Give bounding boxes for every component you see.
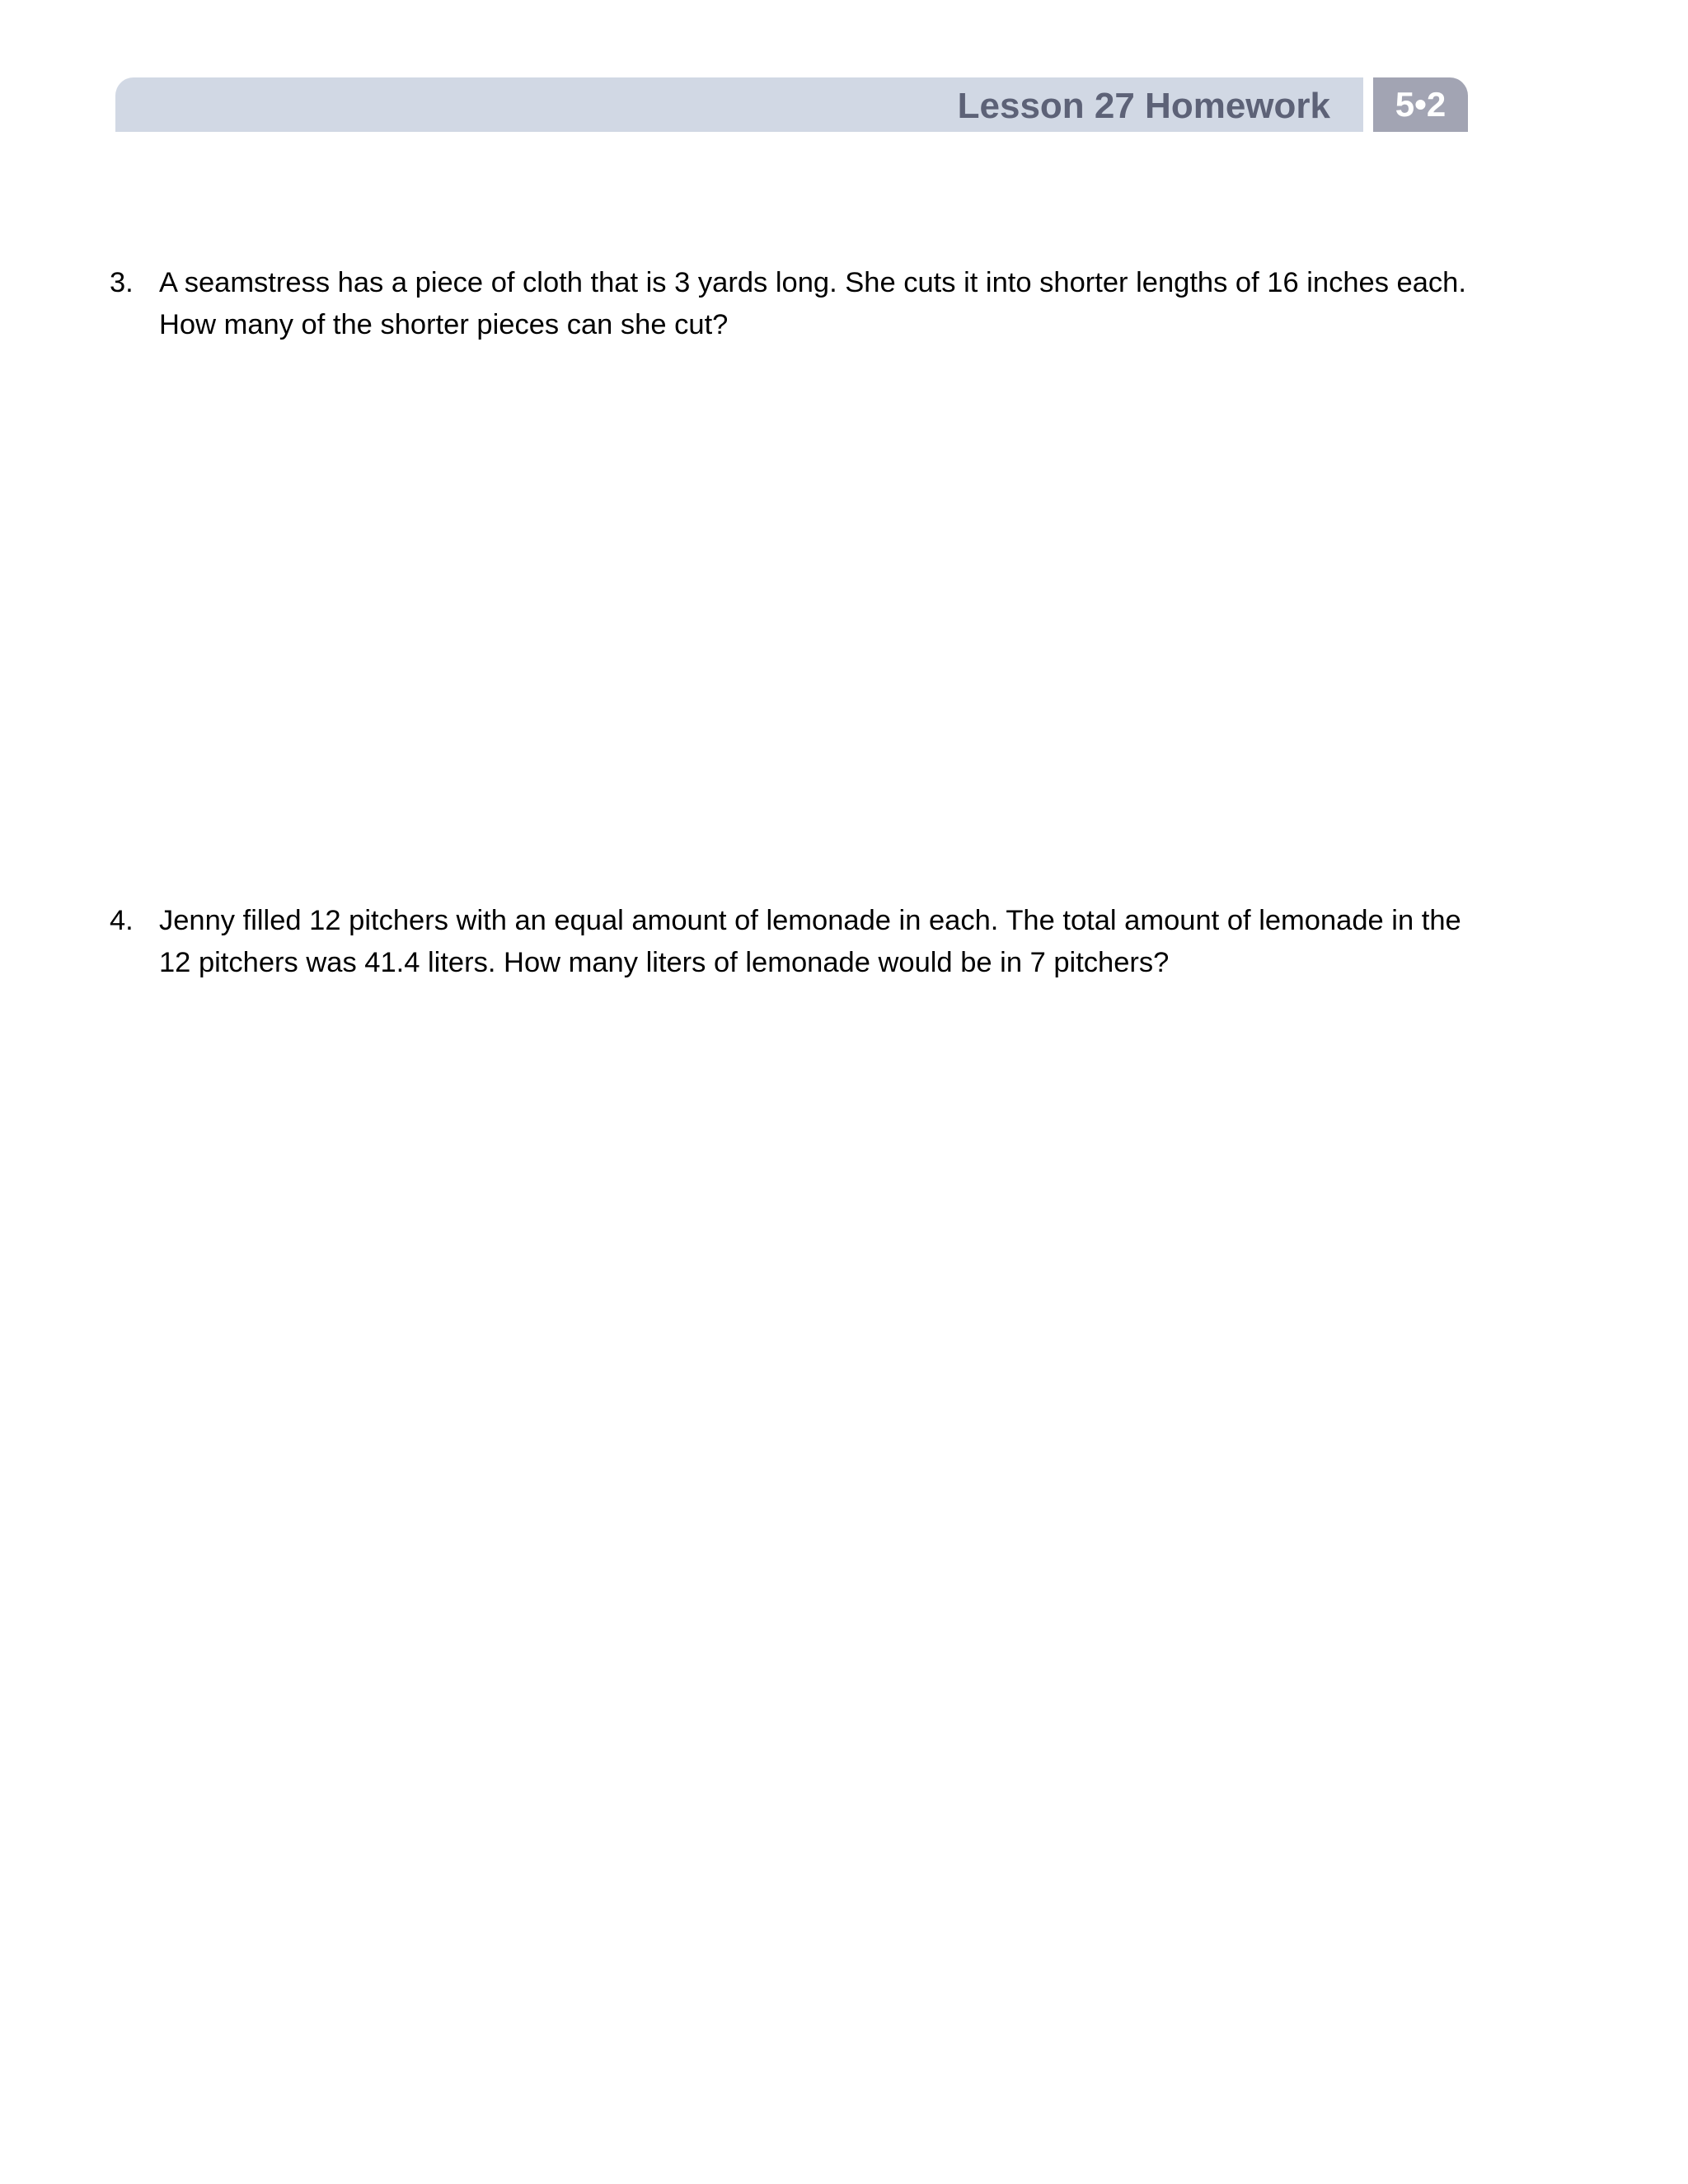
module-badge: 5•2 (1373, 77, 1468, 132)
problem-4 (110, 900, 1494, 984)
page-title: Lesson 27 Homework (957, 86, 1330, 126)
problem-number: 4. (110, 905, 134, 936)
problem-3 (110, 262, 1494, 346)
problem-text: Jenny filled 12 pitchers with an equal amount of lemonade in each. The total amount of lemonade in the 12 pitchers was 41.4 liters. How many liters of lemonade would be in 7 pitchers? (159, 905, 1461, 978)
problem-text: A seamstress has a piece of cloth that is 3 yards long. She cuts it into shorter lengths of 16 inches each. How many of the shorter pieces can she cut? (159, 267, 1466, 340)
problem-number: 3. (110, 267, 134, 298)
